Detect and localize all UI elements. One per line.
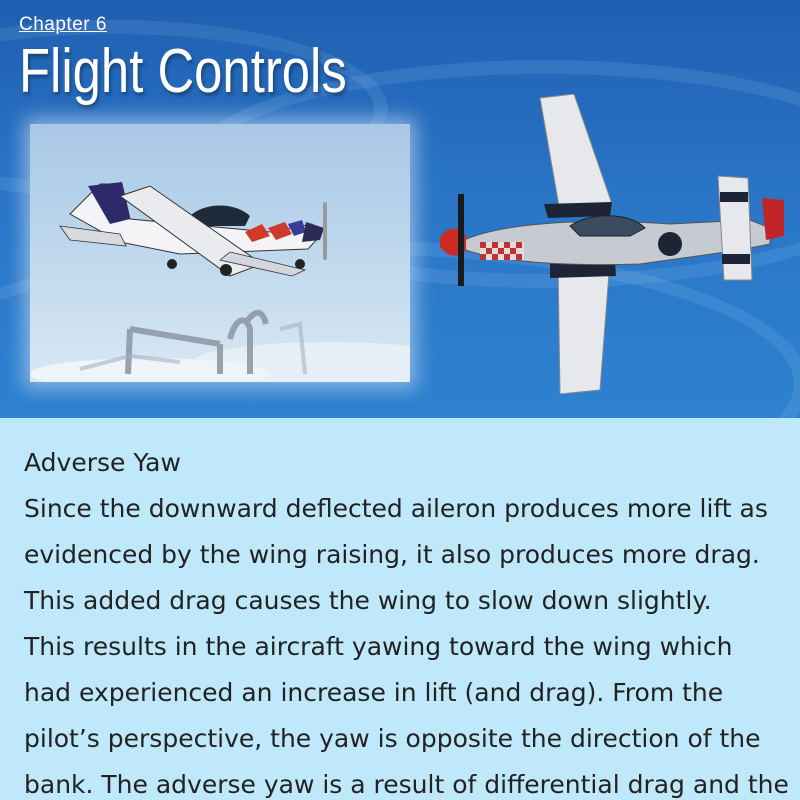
paragraph-line: had experienced an increase in lift (and drag). From the: [24, 678, 724, 707]
paragraph-line: bank. The adverse yaw is a result of differential drag and the: [24, 770, 789, 799]
paragraph-line: pilot’s perspective, the yaw is opposite the direction of the: [24, 724, 761, 753]
paragraph-line: This results in the aircraft yawing toward the wing which: [24, 632, 733, 661]
p51-mustang-photo: [440, 94, 785, 394]
paragraph-line: evidenced by the wing raising, it also produces more drag.: [24, 540, 760, 569]
paragraph-line: Since the downward deflected aileron produces more lift as: [24, 494, 768, 523]
small-aircraft-photo: [30, 124, 410, 382]
chapter-title: Flight Controls: [19, 37, 347, 106]
section-heading: Adverse Yaw: [24, 448, 181, 477]
paragraph-line: This added drag causes the wing to slow down slightly.: [24, 586, 712, 615]
chapter-label: Chapter 6: [19, 14, 107, 35]
